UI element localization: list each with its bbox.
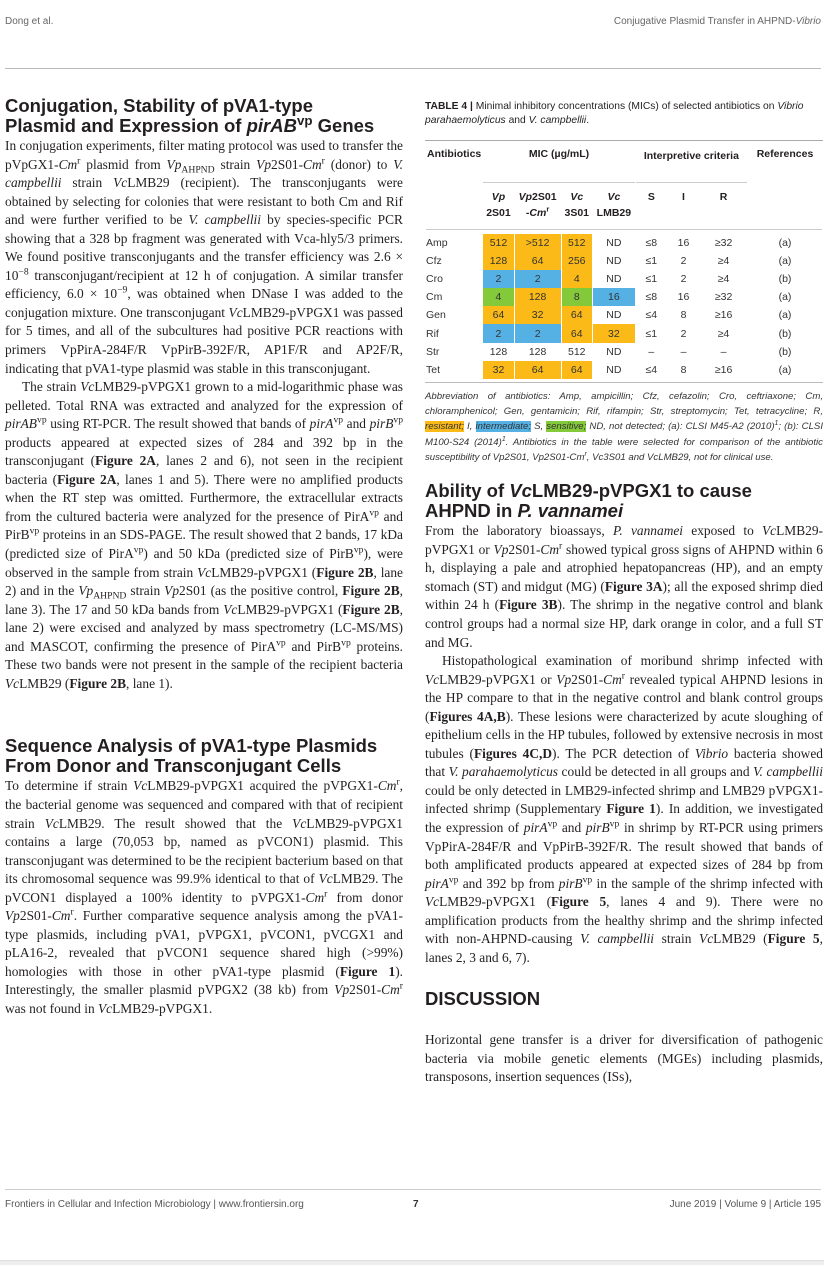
author-running-head: Dong et al. [5, 16, 54, 27]
criteria-S: ≤4 [645, 363, 658, 376]
paragraph: To determine if strain VcLMB29-pVPGX1 acquired the pVPGX1-Cm$^r$, the bacterial genome was sequenced and compared with that of recipient strain VcLMB29. The result showed that the VcLMB29-pVPGX1 contains a large (70,053 bp, named as pVCON1) plasmid. This transconjugant was determined to be the recipient bacterium based on that its chromosomal sequence was 99.9% identical to that of VcLMB29. The pVCON1 displayed a 100% identity to pVPGX1-Cm$^r$ from donor Vp2S01-Cm$^r$. Further comparative sequence analysis among the pVA1-type plasmids, including pVA1, pVPGX1, pVCON1, pVCGX1 and pLA16-2, revealed that pVCON1 sequence shared high (>99%) homologies with those in other pVA1-type plasmid (Figure 1). Interestingly, the smaller plasmid pVPGX2 (38 kb) from Vp2S01-Cm$^r$ was not found in VcLMB29-pVPGX1. [5, 776, 404, 1016]
criteria-R: – [720, 345, 727, 358]
page-number: 7 [413, 1199, 419, 1210]
header-R: R [719, 191, 728, 203]
criteria-S: ≤8 [645, 291, 658, 304]
reference: (b) [778, 327, 792, 340]
table-row [426, 288, 822, 306]
caption-text: and [505, 115, 529, 126]
header-antibiotics: Antibiotics [427, 148, 482, 160]
mic-value: 64 [562, 324, 592, 342]
strain-line: 2S01 [486, 207, 511, 219]
criteria-S: ≤1 [645, 255, 658, 268]
caption-italic: V. campbellii [528, 115, 587, 126]
criteria-S: ≤1 [645, 273, 658, 286]
table-row [426, 361, 822, 379]
mic-value: 2 [483, 270, 513, 288]
mic-value: 32 [515, 306, 561, 324]
mic-value: 4 [562, 270, 592, 288]
antibiotic-name: Cm [426, 291, 443, 304]
heading-line: Conjugation, Stability of pVA1-type [5, 95, 313, 116]
mic-value: 256 [562, 252, 592, 270]
criteria-I: 16 [677, 237, 690, 250]
legend-intermediate: intermediate; [475, 421, 531, 433]
table-row [426, 252, 822, 270]
footnote-text: I, [463, 421, 476, 433]
footnote-text: Abbreviation of antibiotics: Amp, ampicillin; Cfz, cefazolin; Cro, ceftriaxone; Cm, chloramphenicol; Gen, gentamicin; Rif, rifampin; Str, streptomycin; Tet, tetracycline; R, [425, 390, 823, 418]
criteria-R: ≥32 [714, 291, 733, 304]
heading-line: Ability of [425, 480, 510, 502]
section-heading-conjugation [5, 96, 403, 136]
viewer-bottom-edge [0, 1260, 824, 1265]
table-row [426, 234, 822, 252]
header-strain [593, 183, 635, 229]
mic-value: 4 [483, 288, 513, 306]
right-column [425, 100, 823, 1087]
criteria-R: ≥16 [714, 309, 733, 322]
footnote-ref: 1 [501, 435, 506, 443]
footnote-text: ; (b): CLSI M100-S24 (2014) [425, 421, 824, 448]
mic-value: 16 [593, 288, 635, 306]
header-references: References [756, 148, 814, 160]
header-mic: MIC (µg/mL) [483, 141, 635, 183]
mic-value: 32 [593, 324, 635, 342]
antibiotic-name: Tet [426, 363, 441, 376]
mic-value: ND [606, 237, 622, 250]
reference: (a) [778, 255, 792, 268]
criteria-R: ≥16 [714, 363, 733, 376]
mic-value: ND [606, 273, 622, 286]
reference: (b) [778, 345, 792, 358]
heading-line: AHPND in [425, 500, 518, 522]
mic-value: 128 [515, 288, 561, 306]
criteria-I: 2 [680, 327, 687, 340]
paragraph: In conjugation experiments, filter mating protocol was used to transfer the pVpGX1-Cm$^r$ plasmid from $Vp_{AHPND}$ strain Vp2S01-Cm$^r$ (donor) to V. campbellii strain VcLMB29 (recipient). The transconjugants were obtained by selecting for colonies that were resistant to both Cm and Rif and were further verified to be V. campbellii by species-specific PCR showing that a 328 bp fragment was generated with Vca-hly5/3 primers. We found positive transconjugants and the transfer efficiency was $2.6 \times 10^{-8}$ transconjugant/recipient at 12 h of conjugation. A similar transfer efficiency, $6.0 \times 10^{-9}$, was obtained when DNase I was added to the conjugation mixture. One transconjugant VcLMB29-pVPGX1 was passed for 5 times, and all of the subcultures had positive PCR reactions with primers VpPirA-284F/R VpPirB-392F/R, AP1F/R and AP2F/R, indicating that pVA1-type plasmid was stable in this transconjugant. [5, 138, 403, 376]
footnote-text: S, [530, 421, 547, 433]
running-head [5, 16, 821, 30]
heading-line: Plasmid and Expression of [5, 115, 247, 136]
mic-value: 2 [515, 324, 561, 342]
criteria-I: – [680, 345, 687, 358]
criteria-I: 8 [680, 309, 687, 322]
reference: (a) [778, 363, 792, 376]
table-bottom-rule [425, 382, 823, 383]
running-head-text: Conjugative Plasmid Transfer in AHPND- [613, 16, 796, 27]
legend-sensitive: sensitive; [546, 421, 587, 433]
criteria-I: 8 [680, 363, 687, 376]
mic-value: 512 [562, 234, 592, 252]
reference: (a) [778, 237, 792, 250]
table-row [426, 324, 822, 342]
mic-value: 64 [483, 306, 513, 324]
mic-value: 512 [483, 234, 513, 252]
reference: (b) [778, 273, 792, 286]
journal-name-link[interactable]: Frontiers in Cellular and Infection Microbiology | www.frontiersin.org [5, 1199, 304, 1210]
header-S: S [647, 191, 655, 203]
header-I: I [682, 191, 685, 203]
table-footnote [425, 389, 823, 465]
table-row [426, 270, 822, 288]
footer-divider [5, 1189, 821, 1190]
mic-table-body [426, 234, 822, 379]
criteria-I: 2 [680, 273, 687, 286]
legend-resistant: resistant; [425, 421, 464, 433]
left-column [5, 88, 403, 1019]
reference: (a) [778, 309, 792, 322]
strain-line: Vc [570, 191, 584, 203]
heading-line: Genes [312, 115, 375, 136]
mic-value: 8 [562, 288, 592, 306]
table-label: TABLE 4 | [425, 101, 473, 112]
paragraph: From the laboratory bioassays, P. vannamei exposed to VcLMB29-pVPGX1 or Vp2S01-Cm$^r$ showed typical gross signs of AHPND within 6 h, displaying a pale and atrophied hepatopancreas (HP), and an empty stomach (ST) and midgut (MG) (Figure 3A); all the exposed shrimp died within 24 h (Figure 3B). The shrimp in the negative control and blank control groups had a normal size HP, dark orange in color, and a full ST and MG. [425, 523, 824, 650]
mic-value: 32 [483, 361, 513, 379]
header-strain: Vp2S01 -Cm$^r$ [518, 191, 557, 219]
running-head-italic: Vibrio [795, 16, 821, 27]
heading-line: LMB29-pVPGX1 to cause [531, 480, 752, 502]
section-heading-ability [425, 481, 823, 521]
antibiotic-name: Rif [426, 327, 439, 340]
mic-value: ND [606, 363, 622, 376]
issue-info: June 2019 | Volume 9 | Article 195 [669, 1199, 821, 1210]
heading-line: Sequence Analysis of pVA1-type Plasmids [5, 735, 378, 757]
table-row [426, 343, 822, 361]
criteria-R: ≥4 [717, 255, 730, 268]
mic-value: 64 [562, 306, 592, 324]
mic-value: 128 [528, 345, 547, 358]
heading-italic: P. vannamei [517, 500, 624, 522]
header-strain [562, 183, 592, 229]
table-caption [425, 100, 823, 128]
paragraph: The strain VcLMB29-pVPGX1 grown to a mid-logarithmic phase was pelleted. Total RNA was extracted and analyzed for the expression of pirAB$^{vp}$ using RT-PCR. The result showed that bands of pirA$^{vp}$ and pirB$^{vp}$ products appeared at expected sizes of 284 and 392 bp in the transconjugant (Figure 2A, lanes 2 and 6), not seen in the recipient bacteria (Figure 2A, lanes 1 and 5). There were no amplified products when the RT step was omitted. Furthermore, the extracellular extracts from the cultured bacteria were analyzed for the presence of PirA$^{vp}$ and PirB$^{vp}$ proteins in an SDS-PAGE. The result showed that 2 bands, 17 kDa (predicted size of PirA$^{vp}$) and 50 kDa (predicted size of PirB$^{vp}$), were observed in the sample from strain VcLMB29-pVPGX1 (Figure 2B, lane 2) and in the $Vp_{AHPND}$ strain Vp2S01 (as the positive control, Figure 2B, lane 3). The 17 and 50 kDa bands from VcLMB29-pVPGX1 (Figure 2B, lane 2) were excised and analyzed by mass spectrometry (LC-MS/MS) and MASCOT, confirming the presence of PirA$^{vp}$ and PirB$^{vp}$ proteins. These two bands were not present in the sample of the recipient bacteria VcLMB29 (Figure 2B, lane 1). [5, 379, 404, 691]
criteria-R: ≥32 [714, 237, 733, 250]
mic-value: 128 [483, 252, 513, 270]
section-heading-discussion: DISCUSSION [425, 988, 541, 1010]
mic-value: 64 [515, 361, 561, 379]
criteria-S: ≤4 [645, 309, 658, 322]
mic-value: 512 [567, 345, 586, 358]
antibiotic-name: Amp [426, 237, 448, 250]
header-divider [5, 68, 821, 69]
reference: (a) [778, 291, 792, 304]
mic-value: 128 [489, 345, 508, 358]
strain-line: Vp [491, 191, 506, 203]
antibiotic-name: Str [426, 345, 440, 358]
footnote-text: , Vc3S01 and VcLMB29, not for clinical use. [586, 451, 774, 463]
mic-value: 2 [483, 324, 513, 342]
paragraph: Horizontal gene transfer is a driver for diversification of pathogenic bacteria via mobile genetic elements (MGEs) including plasmids, transposons, insertion sequences (ISs), [425, 1032, 823, 1085]
strain-line: Vc [607, 191, 621, 203]
mic-value: ND [606, 345, 622, 358]
antibiotic-name: Gen [426, 309, 446, 322]
criteria-S: ≤1 [645, 327, 658, 340]
caption-italic: Vibrio parahaemolyticus [425, 101, 804, 126]
section-heading-sequence-analysis [5, 736, 403, 776]
criteria-R: ≥4 [717, 327, 730, 340]
mic-value: 2 [515, 270, 561, 288]
criteria-S: – [648, 345, 655, 358]
strain-line: LMB29 [596, 207, 632, 219]
header-criteria: Interpretive criteria [636, 141, 747, 183]
footnote-sup: r [584, 450, 587, 458]
heading-line: From Donor and Transconjugant Cells [5, 755, 342, 777]
footnote-ref: 1 [774, 420, 779, 428]
header-strain [483, 183, 513, 229]
mic-table [425, 141, 823, 379]
antibiotic-name: Cro [426, 273, 443, 286]
criteria-I: 2 [680, 255, 687, 268]
mic-value: 64 [515, 252, 561, 270]
heading-italic: pirAB [246, 115, 297, 136]
heading-sup: vp [296, 112, 313, 128]
strain-line: 3S01 [564, 207, 590, 219]
mic-value: 64 [562, 361, 592, 379]
heading-italic: Vc [509, 480, 532, 502]
footnote-text: ND, not detected; (a): CLSI M45-A2 (2010) [586, 421, 775, 433]
mic-value: ND [606, 255, 622, 268]
paragraph: Histopathological examination of moribund shrimp infected with VcLMB29-pVPGX1 or Vp2S01-Cm$^r$ revealed typical AHPND lesions in the HP compare to that in the negative control and blank control groups (Figures 4A,B). These lesions were characterized by acute sloughing of epithelium cells in the HP tubules, followed by extensive necrosis in most tubules (Figures 4C,D). The PCR detection of Vibrio bacteria showed that V. parahaemolyticus could be detected in all groups and V. campbellii could be only detected in LMB29-infected shrimp and LMB29 pVPGX1-infected shrimp (Supplementary Figure 1). In addition, we investigated the expression of pirA$^{vp}$ and pirB$^{vp}$ in shrimp by RT-PCR using primers VpPirA-284F/R and VpPirB-392F/R. The result showed that bands of both amplificated products appeared at expected sizes of 284 bp from pirA$^{vp}$ and 392 bp from pirB$^{vp}$ in the sample of the shrimp infected with VcLMB29-pVPGX1 (Figure 5, lanes 4 and 9). There were no amplification products from the healthy shrimp and the shrimp infected with non-AHPND-causing V. campbellii strain VcLMB29 (Figure 5, lanes 2, 3 and 6, 7). [425, 653, 824, 965]
criteria-R: ≥4 [717, 273, 730, 286]
footnote-text: . Antibiotics in the table were selected for comparison of the antibiotic susceptibility of Vp2S01, Vp2S01-Cm [425, 436, 823, 463]
mic-value: ND [606, 309, 622, 322]
title-running-head [614, 16, 821, 27]
table-row [426, 306, 822, 324]
criteria-S: ≤8 [645, 237, 658, 250]
antibiotic-name: Cfz [426, 255, 442, 268]
mic-value: >512 [515, 234, 561, 252]
caption-text: Minimal inhibitory concentrations (MICs) of selected antibiotics on [472, 101, 778, 112]
caption-text: . [586, 115, 590, 126]
criteria-I: 16 [677, 291, 690, 304]
